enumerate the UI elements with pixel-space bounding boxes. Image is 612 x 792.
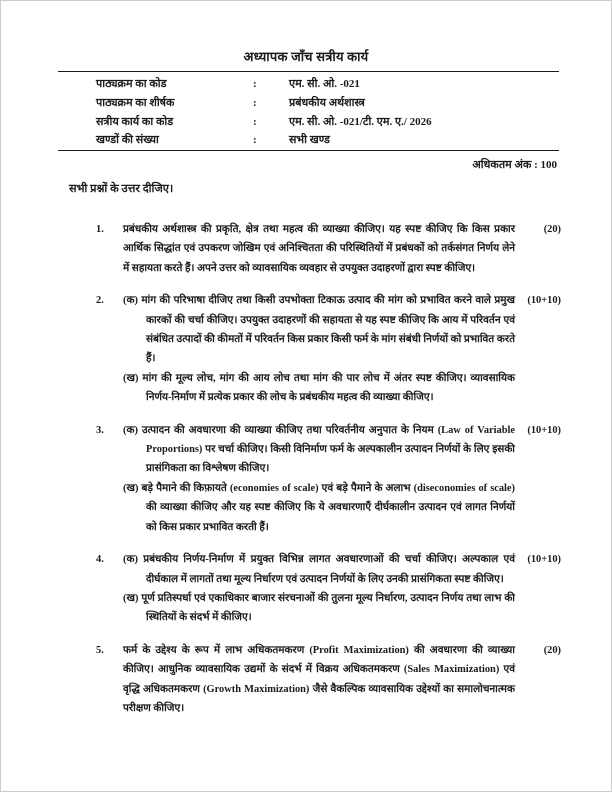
question-marks: (10+10) — [527, 295, 561, 307]
info-value: सभी खण्ड — [289, 134, 330, 147]
info-row-course-code — [58, 75, 559, 94]
question-text — [123, 421, 515, 537]
questions-list — [96, 220, 561, 731]
info-colon: : — [253, 96, 257, 109]
header-divider-top — [58, 71, 559, 72]
instruction-line: सभी प्रश्नों के उत्तर दीजिए। — [69, 183, 174, 195]
question-number: 3. — [96, 424, 104, 436]
question-part-b: (ख) पूर्ण प्रतिस्पर्धा एवं एकाधिकार बाजार संरचनाओं की तुलना मूल्य निर्धारण, उत्पादन निर्णय तथा लाभ की स्थितियों के संदर्भ में कीजिए। — [123, 592, 515, 624]
question-part-a: (क) मांग की परिभाषा दीजिए तथा किसी उपभोक्ता टिकाऊ उत्पाद की मांग को प्रभावित करने वाले प्रमुख कारकों की चर्चा कीजिए। उपयुक्त उदाहरणों की सहायता से यह स्पष्ट कीजिए कि आय में परिवर्तन एवं संबंधित उत्पादों की कीमतों में परिवर्तन किस प्रकार किसी फर्म के मांग संबंधी निर्णयों को प्रभावित करते हैं। — [123, 295, 515, 365]
info-label: पाठ्यक्रम का कोड — [96, 78, 167, 90]
question-marks: (10+10) — [527, 424, 561, 436]
info-colon: : — [253, 115, 257, 128]
question-number: 2. — [96, 295, 104, 307]
question-part-b: (ख) मांग की मूल्य लोच, मांग की आय लोच तथा मांग की पार लोच में अंतर स्पष्ट कीजिए। व्यावसायिक निर्णय-निर्माण में प्रत्येक प्रकार की लोच के प्रबंधकीय महत्व की व्याख्या कीजिए। — [123, 372, 515, 404]
question-1 — [96, 220, 561, 278]
question-text: फर्म के उद्देश्य के रूप में लाभ अधिकतमकरण (Profit Maximization) की अवधारणा की व्याख्या कीजिए। आधुनिक व्यावसायिक उद्यमों के संदर्भ में विक्रय अधिकतमकरण (Sales Maximization) एवं वृद्धि अधिकतमकरण (Growth Maximization) जैसे वैकल्पिक व्यावसायिक उद्देश्यों का समालोचनात्मक परीक्षण कीजिए। — [123, 644, 515, 714]
question-marks: (20) — [543, 224, 561, 235]
info-value: प्रबंधकीय अर्थशास्त्र — [289, 96, 365, 109]
info-value: एम. सी. ओ. -021 — [289, 78, 360, 90]
question-number: 5. — [96, 644, 104, 656]
info-value: एम. सी. ओ. -021/टी. एम. ए./ 2026 — [289, 115, 432, 128]
info-colon: : — [253, 134, 257, 147]
info-label: पाठ्यक्रम का शीर्षक — [96, 96, 175, 109]
question-marks: (10+10) — [527, 554, 561, 566]
question-4 — [96, 550, 561, 628]
header-divider-bottom — [58, 150, 559, 151]
question-marks: (20) — [543, 644, 561, 656]
info-row-assignment-code — [58, 113, 559, 132]
question-part-b: (ख) बड़े पैमाने की किफ़ायते (economies of scale) एवं बड़े पैमाने के अलाभ (diseconomies of scale) की व्याख्या कीजिए और यह स्पष्ट कीजिए कि ये अवधारणाएँ दीर्घकालीन उत्पादन एवं लागत निर्णयों को किस प्रकार प्रभावित करती हैं। — [123, 482, 515, 533]
question-part-a: (क) उत्पादन की अवधारणा की व्याख्या कीजिए तथा परिवर्तनीय अनुपात के नियम (Law of Variable Proportions) पर चर्चा कीजिए। किसी विनिर्माण फर्म के अल्पकालीन उत्पादन निर्णयों के लिए इसकी प्रासंगिकता का विश्लेषण कीजिए। — [123, 424, 515, 475]
info-label: खण्डों की संख्या — [96, 134, 159, 147]
question-part-a: (क) प्रबंधकीय निर्णय-निर्माण में प्रयुक्त विभिन्न लागत अवधारणाओं की चर्चा कीजिए। अल्पकाल एवं दीर्घकाल में लागतों तथा मूल्य निर्धारण एवं उत्पादन निर्णयों के लिए उनकी प्रासंगिकता स्पष्ट कीजिए। — [123, 554, 515, 585]
info-row-course-title — [58, 94, 559, 113]
question-text — [123, 550, 515, 628]
max-marks-label: अधिकतम अंक : 100 — [472, 159, 557, 171]
question-5 — [96, 641, 561, 719]
info-row-blocks — [58, 131, 559, 150]
question-number: 4. — [96, 554, 104, 566]
question-2 — [96, 291, 561, 407]
info-colon: : — [253, 78, 257, 90]
question-number: 1. — [96, 224, 104, 235]
info-label: सत्रीय कार्य का कोड — [96, 115, 174, 128]
question-3 — [96, 421, 561, 537]
question-text: प्रबंधकीय अर्थशास्त्र की प्रकृति, क्षेत्र तथा महत्व की व्याख्या कीजिए। यह स्पष्ट कीजिए कि किस प्रकार आर्थिक सिद्धांत एवं उपकरण जोखिम एवं अनिश्चितता की परिस्थितियों में प्रबंधकों को तर्कसंगत निर्णय लेने में सहायता करते हैं। अपने उत्तर को व्यावसायिक व्यवहार से उपयुक्त उदाहरणों द्वारा स्पष्ट कीजिए। — [123, 224, 516, 274]
question-text — [123, 291, 515, 407]
course-info-table — [58, 75, 559, 150]
document-title: अध्यापक जाँच सत्रीय कार्य — [243, 49, 369, 64]
